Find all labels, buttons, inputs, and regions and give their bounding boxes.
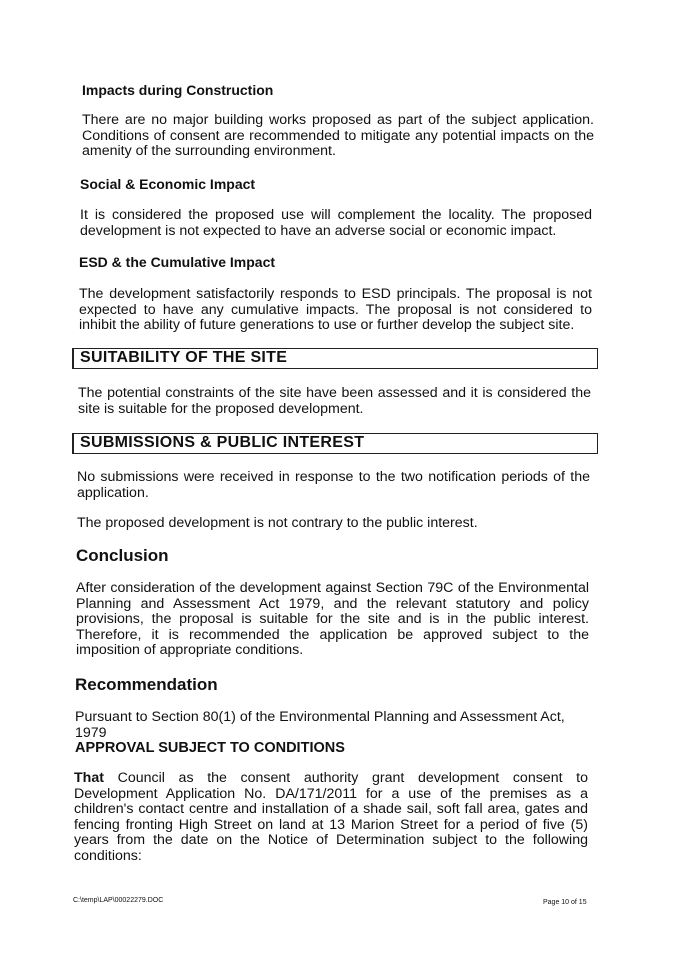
section-box-suitability xyxy=(72,348,598,369)
paragraph-recommendation: Pursuant to Section 80(1) of the Environmental Planning and Assessment Act, 1979 xyxy=(75,709,565,741)
heading-esd: ESD & the Cumulative Impact xyxy=(79,254,276,270)
footer-page-number: Page 10 of 15 xyxy=(543,899,587,906)
section-box-submissions xyxy=(72,433,598,454)
heading-suitability: SUITABILITY OF THE SITE xyxy=(80,349,288,366)
heading-impacts-construction: Impacts during Construction xyxy=(82,82,274,98)
paragraph-submissions-1: No submissions were received in response to the two notification periods of the application. xyxy=(77,469,590,501)
paragraph-impacts-construction: There are no major building works proposed as part of the subject application. Conditions of consent are recommended to mitigate any potential impacts on the amenity of the surrounding environment. xyxy=(82,112,594,159)
heading-social-economic: Social & Economic Impact xyxy=(80,176,256,192)
heading-approval: APPROVAL SUBJECT TO CONDITIONS xyxy=(75,740,345,756)
paragraph-esd: The development satisfactorily responds to ESD principals. The proposal is not expected to have any cumulative impacts. The proposal is not considered to inhibit the ability of future generations to use or further develop the subject site. xyxy=(79,286,592,333)
heading-recommendation: Recommendation xyxy=(75,675,218,694)
heading-submissions: SUBMISSIONS & PUBLIC INTEREST xyxy=(80,434,365,451)
approval-text: Council as the consent authority grant development consent to Development Application No. DA/171/2011 for a use of the premises as a children's contact centre and installation of a shade sail, soft fall area, gates and fencing fronting High Street on land at 13 Marion Street for a period of five (5) years from the date on the Notice of Determination subject to the following conditions: xyxy=(74,770,588,864)
paragraph-conclusion: After consideration of the development against Section 79C of the Environmental Planning and Assessment Act 1979, and the relevant statutory and policy provisions, the proposal is suitable for the site and is in the public interest. Therefore, it is recommended the application be approved subject to the imposition of appropriate conditions. xyxy=(76,580,589,658)
paragraph-suitability: The potential constraints of the site have been assessed and it is considered the site is suitable for the proposed development. xyxy=(78,385,591,417)
approval-lead-word: That xyxy=(74,770,104,786)
heading-conclusion: Conclusion xyxy=(76,546,169,565)
footer-file-path: C:\temp\LAP\00022279.DOC xyxy=(73,897,164,904)
paragraph-approval xyxy=(74,771,588,864)
paragraph-submissions-2: The proposed development is not contrary to the public interest. xyxy=(77,515,478,531)
paragraph-social-economic: It is considered the proposed use will complement the locality. The proposed development is not expected to have an adverse social or economic impact. xyxy=(80,207,592,239)
